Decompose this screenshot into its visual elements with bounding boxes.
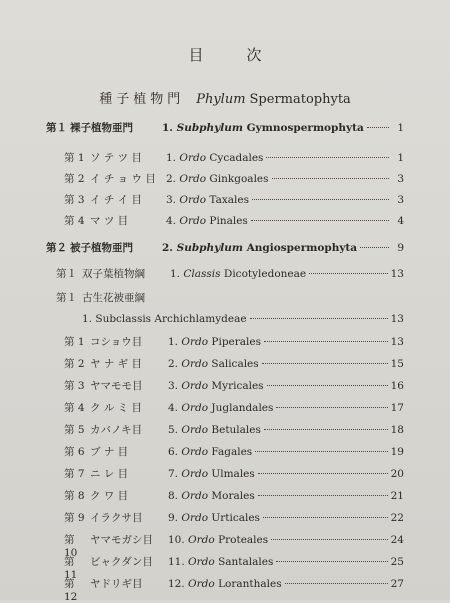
toc-entry-order[interactable] — [64, 444, 404, 462]
leader-dots — [266, 157, 389, 158]
toc-entry-order[interactable] — [64, 466, 404, 484]
entry-latin: 1. Ordo Cycadales — [166, 152, 264, 164]
phylum-heading — [0, 88, 450, 107]
entry-jp: 裸子植物亜門 — [70, 122, 133, 134]
entry-latin: 11. Ordo Santalales — [168, 556, 274, 568]
toc-entry-division[interactable] — [46, 120, 404, 138]
entry-jp: ビャクダン目 — [90, 556, 153, 568]
entry-jp: イラクサ目 — [90, 512, 143, 524]
entry-latin: 1. Classis Dicotyledoneae — [170, 268, 307, 280]
entry-number: 第 5 — [64, 424, 85, 436]
entry-number: 第 7 — [64, 468, 85, 480]
toc-entry-order[interactable] — [64, 532, 404, 559]
entry-jp: ヤ ナ ギ 目 — [90, 358, 143, 370]
entry-jp: ク ワ 目 — [90, 490, 129, 502]
entry-page: 4 — [397, 215, 404, 227]
entry-page: 9 — [397, 242, 404, 254]
leader-dots — [255, 451, 387, 452]
entry-page: 1 — [397, 122, 404, 134]
entry-jp: ヤマモモ目 — [90, 380, 143, 392]
entry-jp: 双子葉植物綱 — [82, 268, 145, 280]
entry-page: 27 — [390, 578, 404, 590]
entry-page: 13 — [390, 336, 404, 348]
toc-entry-order[interactable] — [64, 356, 404, 374]
leader-dots — [360, 247, 389, 248]
entry-jp: コショウ目 — [90, 336, 143, 348]
entry-number: 第 8 — [64, 490, 85, 502]
toc-entry-order[interactable] — [64, 510, 404, 528]
toc-entry-order[interactable] — [64, 400, 404, 418]
leader-dots — [263, 517, 388, 518]
entry-page: 1 — [397, 152, 404, 164]
entry-jp: 古生花被亜綱 — [82, 292, 145, 304]
entry-latin: 4. Ordo Pinales — [166, 215, 248, 227]
entry-jp: ブ ナ 目 — [90, 446, 129, 458]
entry-jp: マ ツ 目 — [90, 215, 129, 227]
entry-number: 第１ — [56, 268, 77, 280]
leader-dots — [252, 199, 389, 200]
entry-number: 第１ — [56, 292, 77, 304]
entry-latin: 4. Ordo Juglandales — [168, 402, 274, 414]
entry-jp: 被子植物亜門 — [70, 242, 133, 254]
entry-number: 第 2 — [64, 358, 85, 370]
entry-latin: 5. Ordo Betulales — [168, 424, 261, 436]
entry-page: 17 — [390, 402, 404, 414]
toc-entry-order[interactable] — [64, 422, 404, 440]
toc-entry-order[interactable] — [64, 150, 404, 168]
toc-entry-order[interactable] — [64, 378, 404, 396]
entry-latin: 1. Subphylum Gymnospermophyta — [162, 122, 364, 134]
entry-page: 19 — [390, 446, 404, 458]
leader-dots — [258, 473, 388, 474]
entry-page: 15 — [390, 358, 404, 370]
leader-dots — [309, 273, 388, 274]
entry-latin: 2. Ordo Ginkgoales — [166, 173, 269, 185]
entry-number: 第 3 — [64, 194, 85, 206]
entry-jp: カバノキ目 — [90, 424, 143, 436]
leader-dots — [264, 429, 388, 430]
toc-entry-order[interactable] — [64, 576, 404, 603]
entry-latin: 2. Ordo Salicales — [168, 358, 259, 370]
entry-latin: 3. Ordo Taxales — [166, 194, 249, 206]
toc-entry-subclassis-heading — [56, 290, 404, 308]
entry-number: 第 1 — [64, 336, 85, 348]
entry-jp: ヤマモガシ目 — [90, 534, 153, 546]
leader-dots — [276, 407, 387, 408]
entry-number: 第 2 — [64, 173, 85, 185]
entry-latin: 9. Ordo Urticales — [168, 512, 260, 524]
leader-dots — [285, 583, 388, 584]
entry-number: 第 4 — [64, 402, 85, 414]
leader-dots — [258, 495, 388, 496]
leader-dots — [367, 127, 389, 128]
toc-entry-order[interactable] — [64, 488, 404, 506]
entry-page: 16 — [390, 380, 404, 392]
toc-entry-order[interactable] — [64, 334, 404, 352]
entry-latin: 2. Subphylum Angiospermophyta — [162, 242, 358, 254]
entry-number: 第 9 — [64, 512, 85, 524]
entry-page: 24 — [390, 534, 404, 546]
entry-page: 22 — [390, 512, 404, 524]
entry-jp: ク ル ミ 目 — [90, 402, 143, 414]
entry-latin: 10. Ordo Proteales — [168, 534, 269, 546]
entry-page: 13 — [390, 313, 404, 325]
entry-latin: 8. Ordo Morales — [168, 490, 255, 502]
entry-jp: イ チ ョ ウ 目 — [90, 173, 156, 185]
toc-entry-order[interactable] — [64, 171, 404, 189]
entry-latin: 12. Ordo Loranthales — [168, 578, 282, 590]
entry-number: 第 10 — [64, 534, 78, 559]
entry-jp: ニ レ 目 — [90, 468, 129, 480]
leader-dots — [271, 539, 388, 540]
toc-entry-classis[interactable] — [56, 266, 404, 284]
leader-dots — [276, 561, 387, 562]
toc-entry-order[interactable] — [64, 192, 404, 210]
entry-number: 第 11 — [64, 556, 78, 581]
entry-jp: ヤドリギ目 — [90, 578, 143, 590]
entry-latin: 3. Ordo Myricales — [168, 380, 264, 392]
entry-page: 3 — [397, 173, 404, 185]
entry-number: 第１ — [46, 122, 67, 134]
leader-dots — [250, 318, 388, 319]
entry-latin: 7. Ordo Ulmales — [168, 468, 255, 480]
leader-dots — [251, 220, 389, 221]
toc-entry-order[interactable] — [64, 213, 404, 231]
toc-entry-subclassis[interactable] — [82, 313, 404, 331]
leader-dots — [272, 178, 389, 179]
entry-jp: イ チ イ 目 — [90, 194, 143, 206]
leader-dots — [264, 341, 388, 342]
page-title: 目 次 — [188, 46, 276, 64]
entry-page: 21 — [390, 490, 404, 502]
toc-entry-division[interactable] — [46, 240, 404, 258]
entry-page: 3 — [397, 194, 404, 206]
entry-latin: 6. Ordo Fagales — [168, 446, 253, 458]
entry-number: 第 6 — [64, 446, 85, 458]
entry-page: 18 — [390, 424, 404, 436]
entry-page: 25 — [390, 556, 404, 568]
entry-latin: 1. Ordo Piperales — [168, 336, 261, 348]
entry-number: 第 4 — [64, 215, 85, 227]
entry-jp: ソ テ ツ 目 — [90, 152, 143, 164]
phylum-latin-italic: Phylum — [196, 92, 246, 107]
entry-page: 20 — [390, 468, 404, 480]
entry-number: 第 3 — [64, 380, 85, 392]
entry-number: 第２ — [46, 242, 67, 254]
leader-dots — [267, 385, 388, 386]
entry-number: 第 12 — [64, 578, 78, 603]
toc-entry-order[interactable] — [64, 554, 404, 581]
phylum-latin: Spermatophyta — [249, 92, 351, 107]
phylum-jp: 種子植物門 — [99, 92, 185, 107]
entry-number: 第 1 — [64, 152, 85, 164]
leader-dots — [262, 363, 388, 364]
entry-latin: 1. Subclassis Archichlamydeae — [82, 313, 247, 325]
entry-page: 13 — [390, 268, 404, 280]
